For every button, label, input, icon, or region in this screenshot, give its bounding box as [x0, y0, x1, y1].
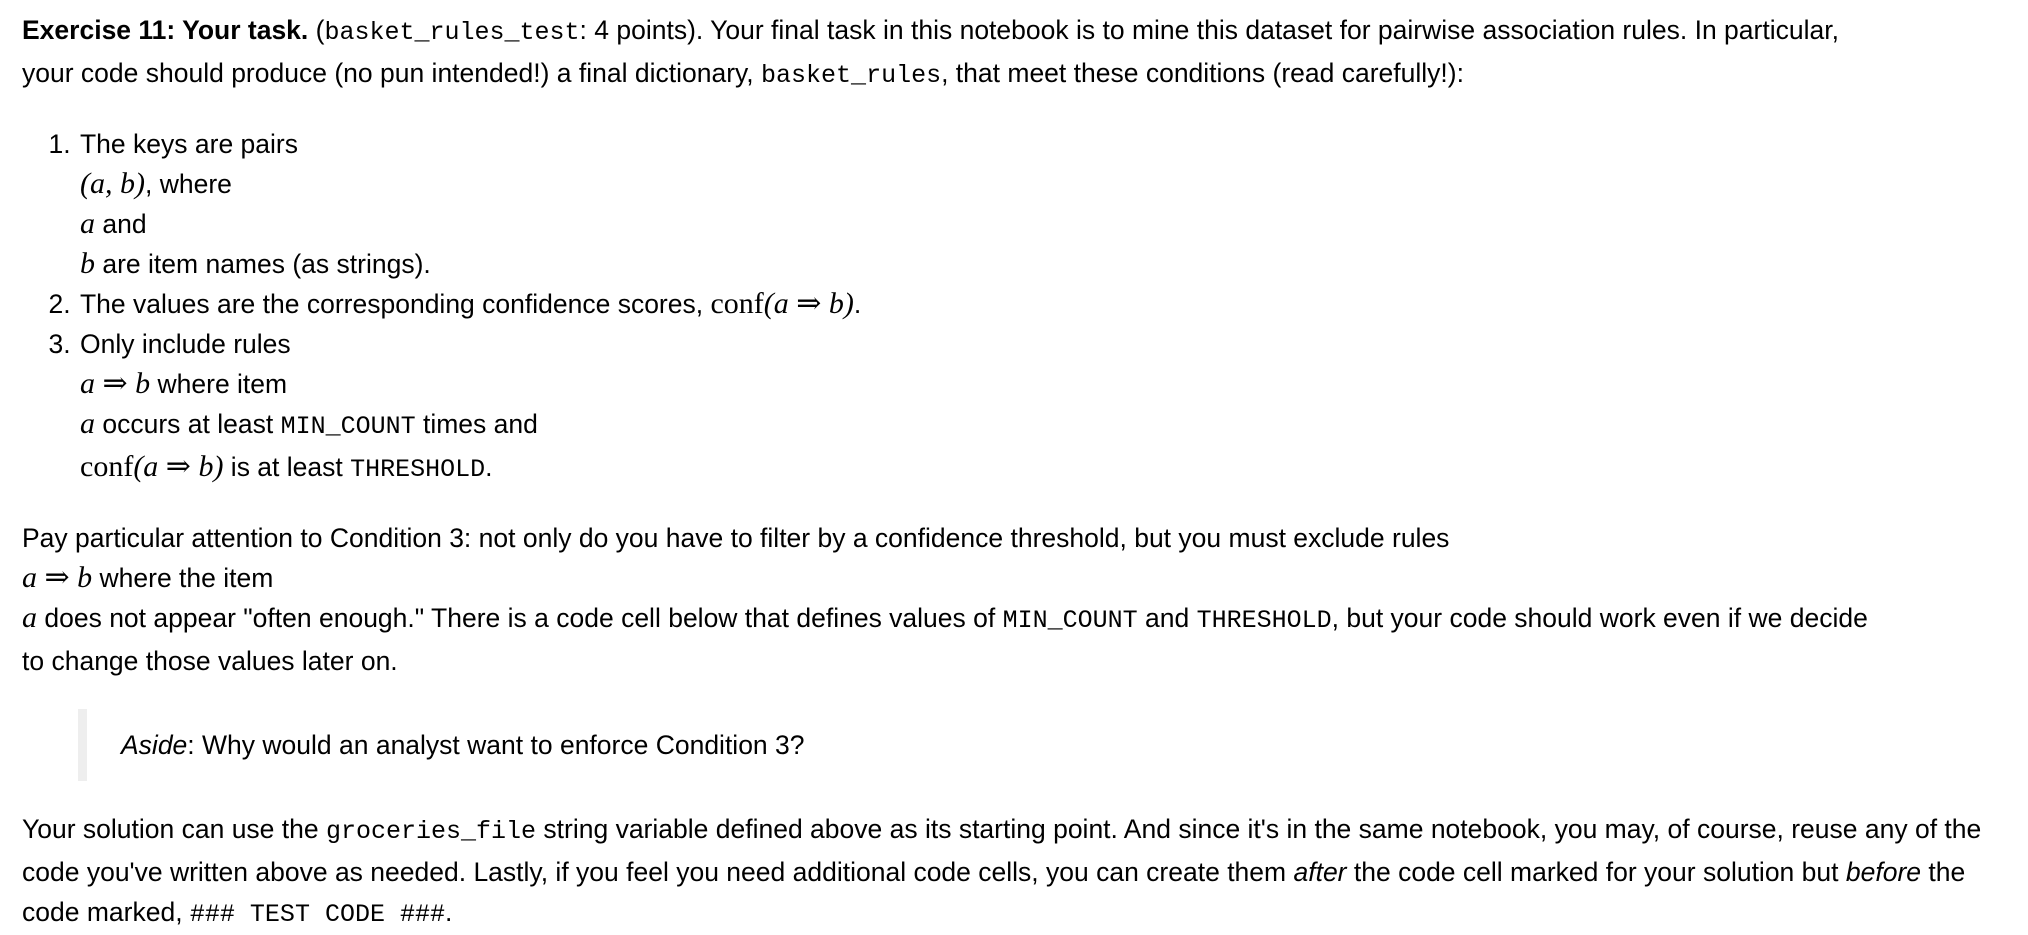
condition-3-line-3: [80, 404, 2016, 447]
note-line-3: [22, 598, 2016, 641]
note-line-4: to change those values later on.: [22, 646, 398, 676]
instructions-text: string variable defined above as its starting point. And since it's in the same notebook, you may, of course, reuse any of the code you've written above as needed. Lastly, if you feel you need additional code cells, you can create them: [22, 814, 1982, 887]
math-a: a: [80, 407, 95, 440]
math-conf: conf: [80, 450, 134, 483]
exercise-heading: Exercise 11: Your task.: [22, 15, 309, 45]
note-text: , but your code should work even if we decide: [1331, 603, 1868, 633]
threshold-code: THRESHOLD: [350, 455, 486, 484]
instructions-text: the code marked,: [22, 857, 1966, 927]
math-conf: conf: [710, 287, 764, 320]
aside-text: : Why would an analyst want to enforce Condition 3?: [187, 730, 805, 760]
instructions-text: the code cell marked for your solution but: [1346, 857, 1846, 887]
condition-item-1: [78, 124, 2016, 284]
solution-instructions: [22, 809, 2016, 935]
condition-3-text: occurs at least: [95, 409, 281, 439]
note-text: and: [1137, 603, 1197, 633]
note-line-2: [22, 558, 2016, 598]
note-text: where the item: [92, 563, 274, 593]
before-emphasis: before: [1845, 857, 1922, 887]
condition-1-text: , where: [144, 169, 232, 199]
math-rule: (a ⇒ b): [133, 450, 224, 483]
condition-3-note: [22, 518, 2016, 681]
math-a: a: [22, 601, 37, 634]
condition-3-text: times and: [415, 409, 538, 439]
math-b: b: [80, 247, 95, 280]
test-name-code: basket_rules_test: [324, 18, 580, 47]
math-rule: (a ⇒ b): [763, 287, 854, 320]
math-rule: a ⇒ b: [22, 561, 93, 594]
conditions-list: [22, 124, 2016, 490]
condition-3-line-4: [80, 447, 2016, 490]
test-code-marker: ### TEST CODE ###: [189, 900, 445, 929]
condition-3-end: .: [485, 452, 493, 482]
exercise-intro: [22, 10, 2016, 96]
condition-2-text: The values are the corresponding confidence scores,: [80, 289, 711, 319]
after-emphasis: after: [1293, 857, 1347, 887]
groceries-file-code: groceries_file: [326, 817, 537, 846]
note-text: does not appear "often enough." There is a code cell below that defines values of: [37, 603, 1003, 633]
dict-name-code: basket_rules: [761, 61, 942, 90]
note-line-1: Pay particular attention to Condition 3: not only do you have to filter by a confidence threshold, but you must exclude rules: [22, 523, 1450, 553]
condition-1-text: are item names (as strings).: [95, 249, 431, 279]
intro-line2-text: your code should produce (no pun intended!) a final dictionary,: [22, 58, 762, 88]
condition-3-line-1: 3. Only include rules: [80, 329, 291, 359]
condition-1-line-2: [80, 164, 2016, 204]
condition-1-text: and: [95, 209, 147, 239]
condition-3-text: is at least: [223, 452, 351, 482]
intro-points-text: : 4 points). Your final task in this notebook is to mine this dataset for pairwise association rules. In particular,: [579, 15, 1839, 45]
threshold-code: THRESHOLD: [1196, 606, 1332, 635]
condition-1-line-4: [80, 244, 2016, 284]
min-count-code: MIN_COUNT: [280, 412, 416, 441]
intro-text: (: [308, 15, 325, 45]
intro-line2-end: , that meet these conditions (read carefully!):: [941, 58, 1464, 88]
condition-1-line-3: [80, 204, 2016, 244]
condition-item-3: [78, 324, 2016, 490]
math-rule: a ⇒ b: [80, 367, 151, 400]
aside-label: Aside: [121, 730, 188, 760]
condition-item-2: [78, 284, 2016, 324]
instructions-end: .: [444, 897, 453, 927]
condition-1-line-1: 1. The keys are pairs: [80, 129, 298, 159]
condition-2-end: .: [853, 289, 862, 319]
instructions-text: Your solution can use the: [22, 814, 326, 844]
math-a: a: [80, 207, 95, 240]
condition-3-text: where item: [150, 369, 288, 399]
math-pair: (a, b): [80, 167, 145, 200]
min-count-code: MIN_COUNT: [1002, 606, 1138, 635]
condition-3-line-2: [80, 364, 2016, 404]
aside-blockquote: [78, 709, 2016, 781]
